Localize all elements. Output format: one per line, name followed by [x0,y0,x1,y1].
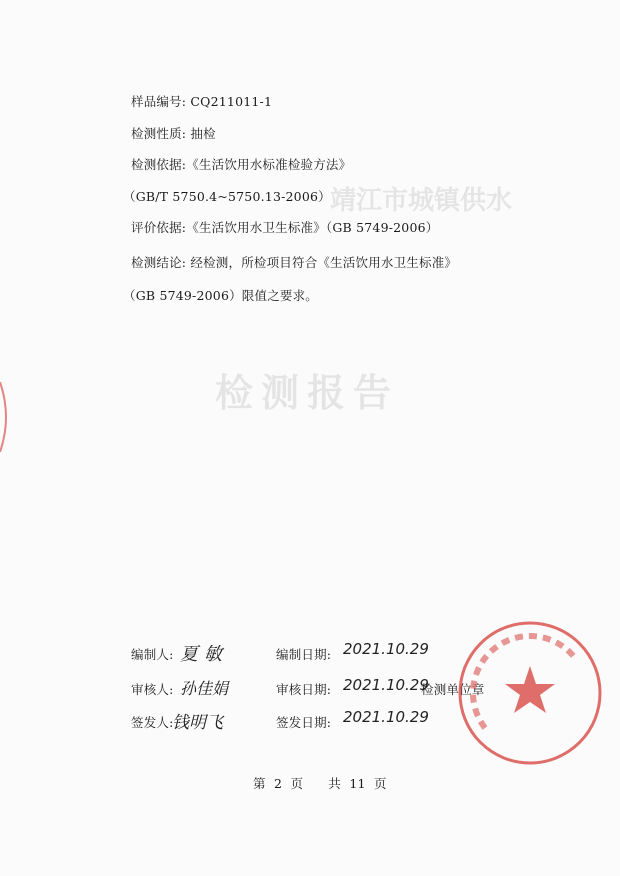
compiler-signature: 夏敏 [180,644,228,665]
conclusion-line-1: 经检测，所检项目符合《生活饮用水卫生标准》 [190,255,458,270]
sample-no-row [131,92,272,110]
bleed-through-title: 检测报告 [215,370,400,415]
nature-label: 检测性质: [131,126,187,141]
edge-seal-fragment [0,382,14,452]
issuer-label: 签发人: [131,715,174,730]
eval-value: 《生活饮用水卫生标准》（GB 5749-2006） [186,220,439,235]
conclusion-line-2: （GB 5749-2006）限值之要求。 [123,288,318,303]
page-number: 第 2 页 共 11 页 [253,776,387,791]
basis-value: 《生活饮用水标准检验方法》 [186,157,352,172]
basis-label: 检测依据: [131,157,187,172]
compile-date-value: 2021.10.29 [343,640,429,658]
seal-label: 检测单位章 [421,682,485,697]
eval-label: 评价依据: [131,220,187,235]
sample-no-value: CQ211011-1 [190,94,273,109]
basis-code: （GB/T 5750.4~5750.13-2006） [123,189,331,204]
conclusion-row [131,253,457,271]
reviewer-signature: 孙佳娟 [180,679,229,698]
issue-date-label: 签发日期: [276,715,332,730]
issuer-signature: 钱明飞 [172,713,223,733]
compile-date-label: 编制日期: [276,647,332,662]
basis-row [131,155,351,173]
conclusion-label: 检测结论: [131,255,187,270]
review-date-value: 2021.10.29 [343,676,429,694]
reviewer-label: 审核人: [131,682,174,697]
nature-value: 抽检 [190,126,216,141]
official-seal [455,618,605,768]
sample-no-label: 样品编号: [131,94,187,109]
eval-row [131,218,438,236]
nature-row [131,124,216,142]
compiler-label: 编制人: [131,647,174,662]
issue-date-value: 2021.10.29 [343,708,429,726]
bleed-through-org: 靖江市城镇供水 [330,186,513,216]
review-date-label: 审核日期: [276,682,332,697]
